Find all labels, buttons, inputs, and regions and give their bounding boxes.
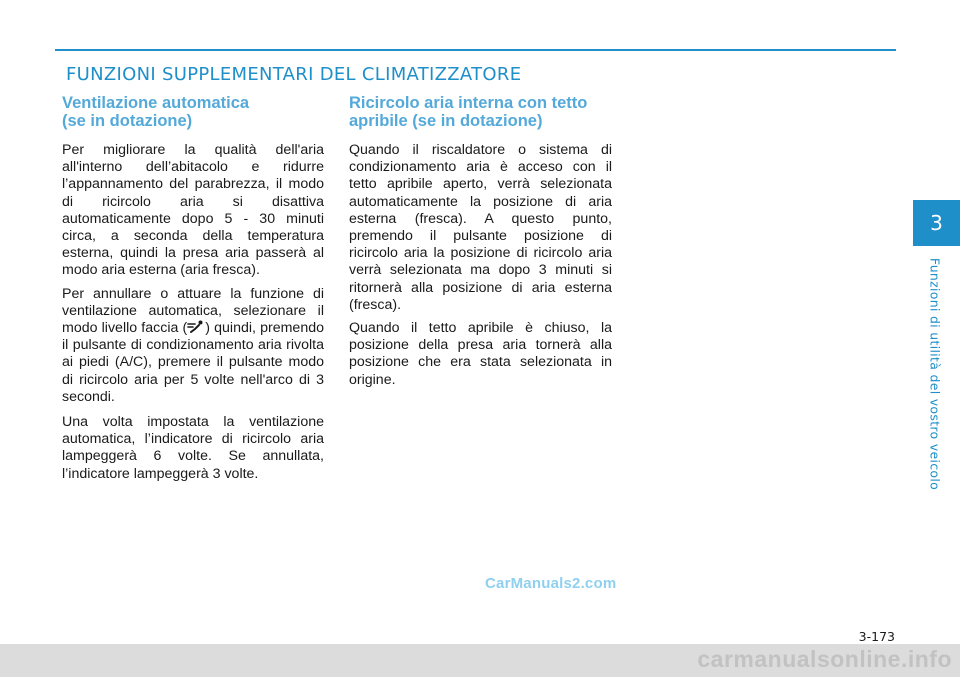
right-heading-line1: Ricircolo aria interna con tetto	[349, 94, 588, 112]
footer-site-link[interactable]: carmanualsonline.info	[697, 646, 952, 672]
section-title: FUNZIONI SUPPLEMENTARI DEL CLIMATIZZATORE	[66, 64, 522, 85]
left-paragraph-1: Per migliorare la qualità dell'aria all'interno dell’abitacolo e ridurre l’appannamento del parabrezza, il modo di ricircolo aria si disattiva automaticamente dopo 5 - 30 minuti circa, a seconda della temperatura esterna, quindi la presa aria passerà al modo aria esterna (aria fresca).	[62, 142, 324, 279]
left-paragraph-2-start: Per annullare o attuare la funzione di ventilazione automatica, selezionare il modo livello faccia (	[62, 285, 324, 337]
header-rule	[55, 49, 896, 51]
left-column	[62, 94, 324, 489]
left-heading-line2: (se in dotazione)	[62, 112, 193, 130]
right-heading-line2: apribile (se in dotazione)	[349, 112, 543, 130]
chapter-tab: 3	[913, 200, 960, 246]
right-paragraph-1: Quando il riscaldatore o sistema di condizionamento aria è acceso con il tetto apribile aperto, verrà selezionata automaticamente la posizione di aria esterna (fresca). A questo punto, premendo il pulsante posizione di ricircolo aria la posizione di ricircolo aria verrà selezionata ma dopo 3 minuti si ritornerà alla posizione di aria esterna (fresca).	[349, 142, 612, 313]
left-heading-line1: Ventilazione automatica	[62, 94, 250, 112]
right-column	[349, 94, 612, 395]
left-heading	[62, 94, 324, 130]
page-number: 3-173	[858, 629, 895, 644]
left-paragraph-2	[62, 286, 324, 406]
chapter-title: Funzioni di utilità del vostro veicolo	[927, 257, 943, 491]
left-paragraph-2-end: ) quindi, premendo il pulsante di condizionamento aria rivolta ai piedi (A/C), premere il pulsante modo di ricircolo aria per 5 volte nell'arco di 3 secondi.	[62, 320, 324, 405]
left-paragraph-3: Una volta impostata la ventilazione automatica, l’indicatore di ricircolo aria lampeggerà 6 volte. Se annullata, l’indicatore lampeggerà 3 volte.	[62, 414, 324, 482]
right-heading	[349, 94, 612, 130]
watermark-link[interactable]: CarManuals2.com	[485, 575, 617, 592]
face-level-mode-icon	[187, 320, 205, 334]
right-paragraph-2: Quando il tetto apribile è chiuso, la posizione della presa aria tornerà alla posizione che era stata selezionata in origine.	[349, 320, 612, 388]
